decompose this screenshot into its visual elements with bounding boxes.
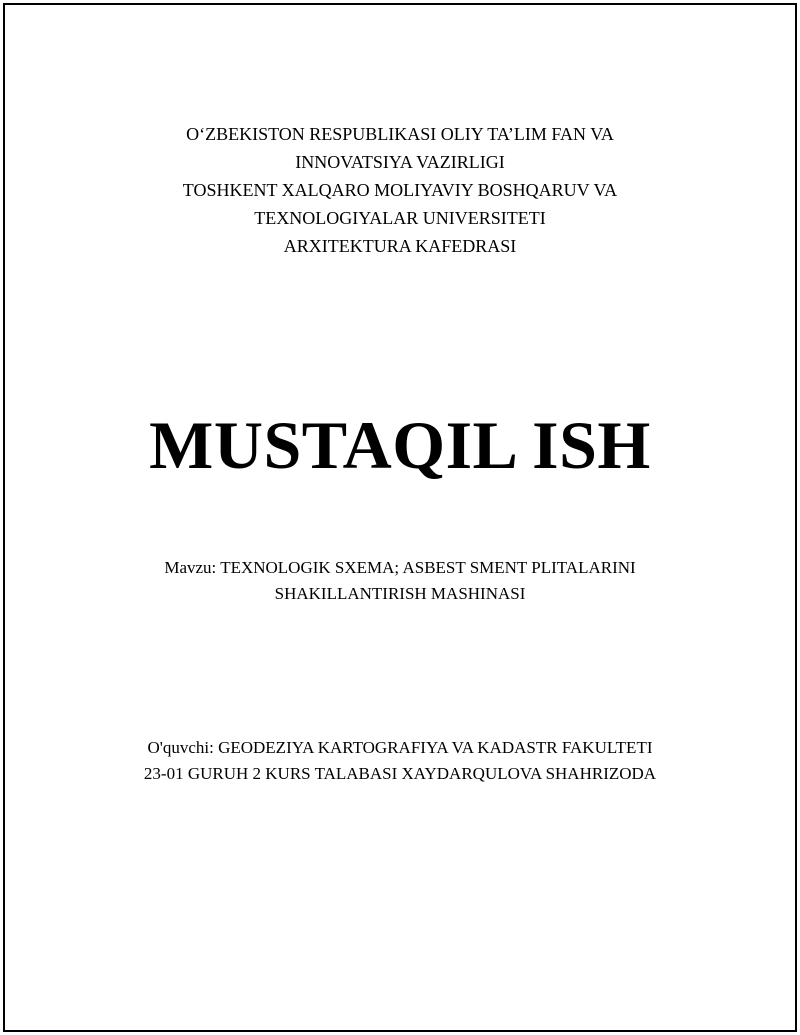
header-line-university-1: TOSHKENT XALQARO MOLIYAVIY BOSHQARUV VA: [182, 180, 618, 200]
institution-header: [0, 120, 800, 260]
document-title: MUSTAQIL ISH: [149, 407, 651, 483]
header-line-department: ARXITEKTURA KAFEDRASI: [283, 236, 517, 256]
header-line-ministry-1: O‘ZBEKISTON RESPUBLIKASI OLIY TA’LIM FAN VA: [186, 124, 614, 144]
header-line-ministry-2: INNOVATSIYA VAZIRLIGI: [295, 152, 505, 172]
topic-section: [0, 555, 800, 607]
student-section: [0, 735, 800, 787]
student-line-name: 23-01 GURUH 2 KURS TALABASI XAYDARQULOVA SHAHRIZODA: [143, 764, 657, 783]
header-line-university-2: TEXNOLOGIYALAR UNIVERSITETI: [254, 208, 546, 228]
topic-line-2: SHAKILLANTIRISH MASHINASI: [274, 584, 526, 603]
student-line-faculty: O'quvchi: GEODEZIYA KARTOGRAFIYA VA KADASTR FAKULTETI: [147, 738, 653, 757]
topic-line-1: Mavzu: TEXNOLOGIK SXEMA; ASBEST SMENT PLITALARINI: [164, 558, 636, 577]
